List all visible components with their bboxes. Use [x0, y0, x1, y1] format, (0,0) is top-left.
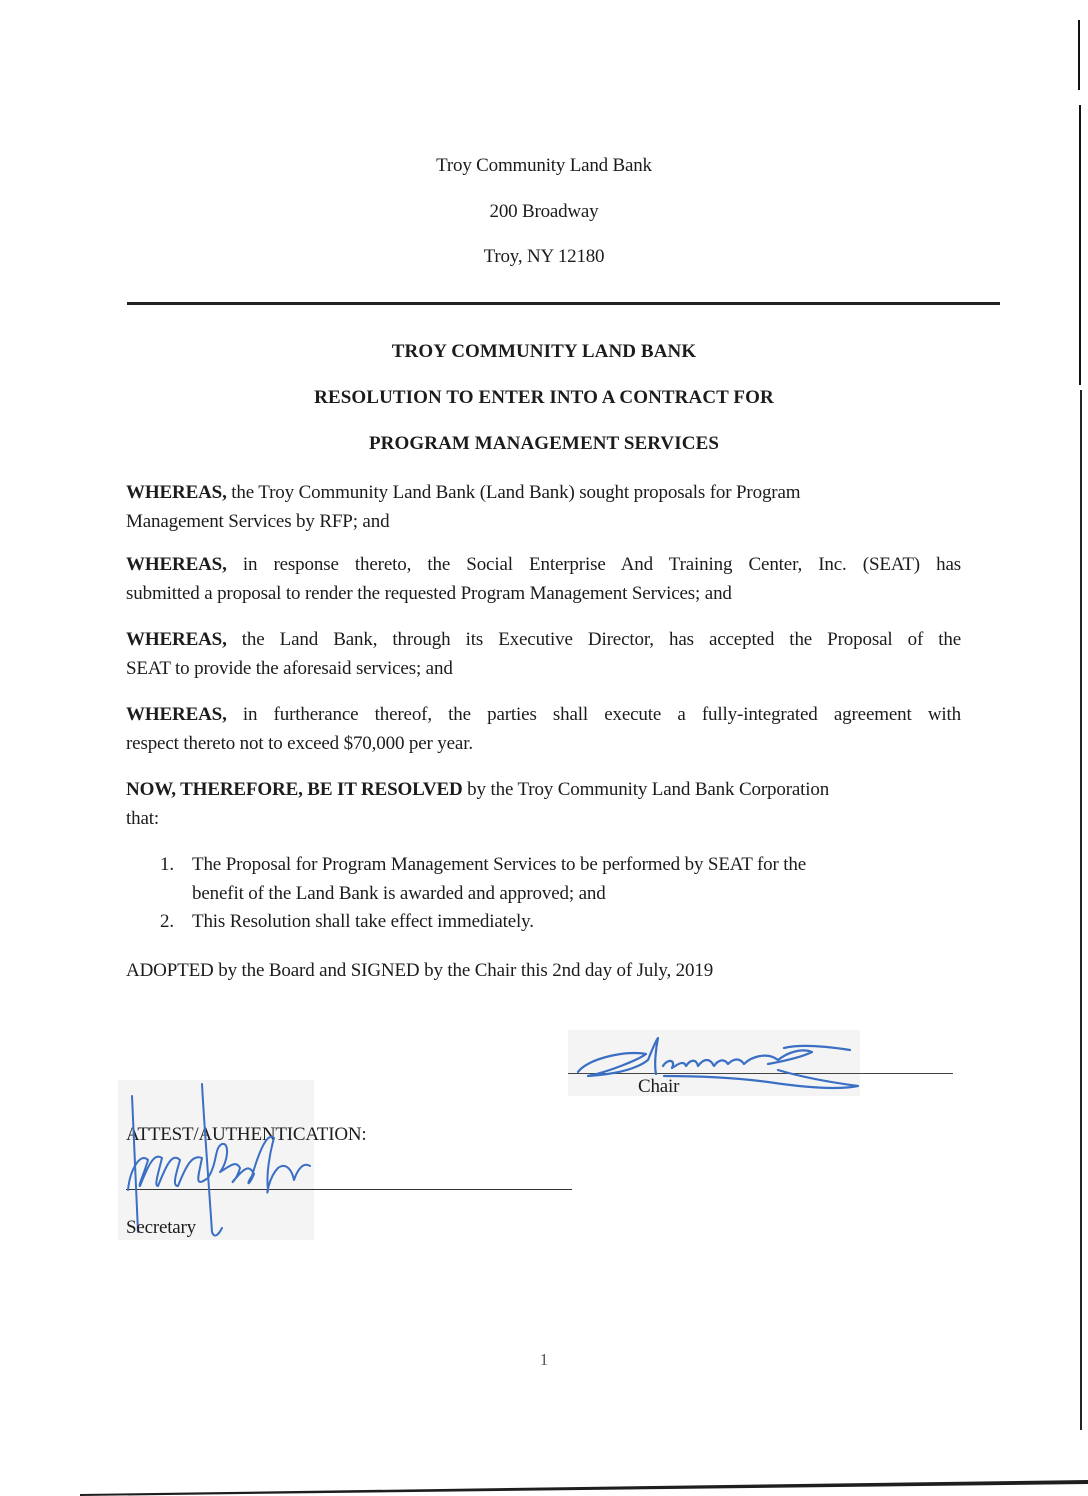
letterhead-divider [127, 302, 1000, 305]
resolution-number: 2. [160, 911, 174, 932]
resolution-text-cont: benefit of the Land Bank is awarded and approved; and [192, 883, 606, 904]
whereas-lead: WHEREAS, [126, 629, 227, 650]
document-title-line-3: PROGRAM MANAGEMENT SERVICES [368, 433, 720, 454]
whereas-lead: WHEREAS, [126, 554, 227, 575]
scan-edge-right [1078, 20, 1080, 90]
whereas-clause [126, 700, 961, 758]
resolution-item [160, 850, 920, 908]
chair-signature-icon [568, 1030, 868, 1100]
whereas-text-cont: SEAT to provide the aforesaid services; and [126, 658, 453, 679]
whereas-text: in furtherance thereof, the parties shall execute a fully-integrated agreement with [226, 704, 961, 725]
whereas-text-cont: respect thereto not to exceed $70,000 per year. [126, 733, 473, 754]
secretary-label: Secretary [126, 1217, 196, 1238]
letterhead-organization: Troy Community Land Bank [436, 155, 652, 176]
resolution-text: This Resolution shall take effect immediately. [192, 911, 534, 932]
whereas-text-cont: submitted a proposal to render the requested Program Management Services; and [126, 583, 732, 604]
adoption-statement: ADOPTED by the Board and SIGNED by the Chair this 2nd day of July, 2019 [126, 960, 714, 981]
whereas-text: in response thereto, the Social Enterprise And Training Center, Inc. (SEAT) has [226, 554, 961, 575]
scan-edge-right [1080, 390, 1082, 1430]
document-title-line-1: TROY COMMUNITY LAND BANK [391, 341, 697, 362]
chair-label: Chair [638, 1076, 680, 1097]
scan-edge-bottom [0, 1470, 1088, 1496]
document-title-line-2: RESOLUTION TO ENTER INTO A CONTRACT FOR [314, 387, 774, 408]
resolved-clause [126, 775, 961, 833]
letterhead-city: Troy, NY 12180 [483, 246, 605, 267]
whereas-text: the Land Bank, through its Executive Director, has accepted the Proposal of the [226, 629, 961, 650]
attest-label: ATTEST/AUTHENTICATION: [126, 1124, 367, 1145]
whereas-text-cont: Management Services by RFP; and [126, 511, 390, 532]
whereas-lead: WHEREAS, [126, 482, 227, 503]
resolved-text-cont: that: [126, 808, 160, 829]
resolution-text: The Proposal for Program Management Services to be performed by SEAT for the [192, 854, 807, 875]
letterhead-street: 200 Broadway [489, 201, 599, 222]
resolution-number: 1. [160, 854, 174, 875]
page-number: 1 [539, 1350, 549, 1369]
whereas-lead: WHEREAS, [126, 704, 227, 725]
resolved-lead: NOW, THEREFORE, BE IT RESOLVED [126, 779, 463, 800]
resolved-text: by the Troy Community Land Bank Corporation [462, 779, 830, 800]
resolution-item [160, 907, 920, 936]
whereas-clause [126, 550, 961, 608]
whereas-text: the Troy Community Land Bank (Land Bank) sought proposals for Program [226, 482, 801, 503]
whereas-clause [126, 478, 961, 536]
whereas-clause [126, 625, 961, 683]
